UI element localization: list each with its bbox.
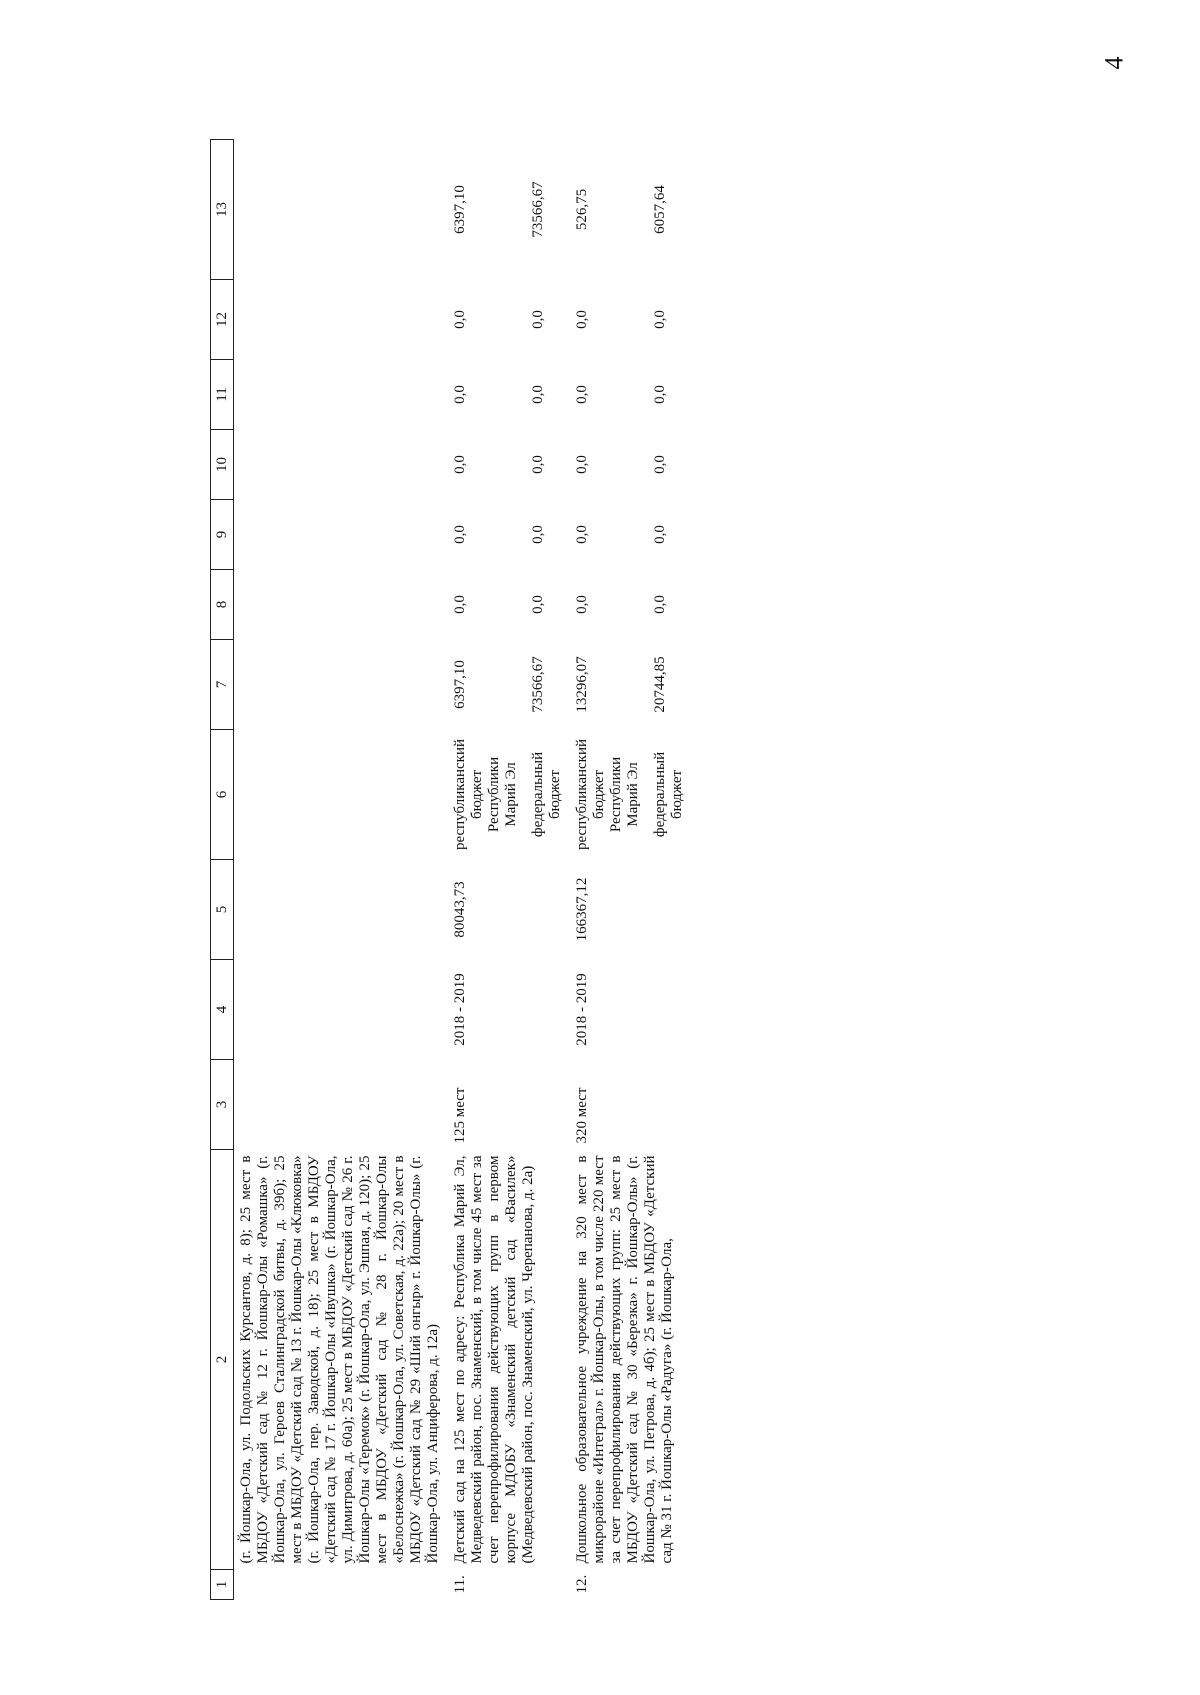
row-years: 2018 - 2019	[452, 973, 468, 1046]
row-number: 12.	[574, 1574, 590, 1594]
col-header: 2	[211, 1150, 234, 1570]
row-description: Дошкольное образовательное учреждение на 320 мест в микрорайоне «Интеграл» г. Йошкар-Олы, в том числе 220 мест за счет перепрофилирования действующих групп: 25 мест в МБДОУ «Детский сад № 30 «Березка» г. Йошкар-Олы» (г. Йошкар-Ола, ул. Петрова, д. 4б); 25 мест в МБДОУ «Детский сад № 31 г. Йошкар-Олы «Радуга» (г. Йошкар-Ола,	[574, 1155, 675, 1564]
funding-source: республиканский бюджет Республики Марий Эл	[452, 738, 519, 851]
row-description: Детский сад на 125 мест по адресу: Республика Марий Эл, Медведевский район, пос. Знаменский, в том числе 45 мест за счет перепрофилирования действующих групп в первом корпусе МДОБУ «Знаменский детский сад «Василек» (Медведевский район, пос. Знаменский, ул. Черепанова, д. 2а)	[452, 1155, 536, 1564]
col-header: 8	[211, 570, 234, 640]
rotated-table-sheet	[210, 140, 970, 1600]
page-number: 4	[1099, 56, 1129, 70]
cell-c12: 0,0	[452, 310, 468, 329]
table-row	[570, 140, 648, 1600]
cell-c13: 6397,10	[452, 185, 468, 234]
funding-source: республиканский бюджет Республики Марий Эл	[574, 738, 641, 851]
row-description: (г. Йошкар-Ола, ул. Подольских Курсантов, д. 8); 25 мест в МБДОУ «Детский сад № 12 г. Йошкар-Олы «Ромашка» (г. Йошкар-Ола, ул. Героев Сталинградской битвы, д. 39б); 25 мест в МБДОУ «Детский сад № 13 г. Йошкар-Олы «Клюковка» (г. Йошкар-Ола, пер. Заводской, д. 18); 25 мест в МБДОУ «Детский сад № 17 г. Йошкар-Олы «Ивушка» (г. Йошкар-Ола, ул. Димитрова, д. 60а); 25 мест в МБДОУ «Детский сад № 26 г. Йошкар-Олы «Теремок» (г. Йошкар-Ола, ул. Эшпая, д. 120); 25 мест в МБДОУ «Детский сад № 28 г. Йошкар-Олы «Белоснежка» (г. Йошкар-Ола, ул. Советская, д. 22а); 20 мест в МБДОУ «Детский сад № 29 «Ший онгыр» г. Йошкар-Олы» (г. Йошкар-Ола, ул. Анциферова, д. 12а)	[238, 1155, 441, 1564]
cell-c10: 0,0	[452, 455, 468, 474]
cell-c13: 526,75	[574, 188, 590, 231]
col-header: 10	[211, 430, 234, 500]
cell-c8: 0,0	[652, 595, 668, 614]
col-header: 9	[211, 500, 234, 570]
table-row	[448, 140, 526, 1600]
col-header: 5	[211, 860, 234, 960]
col-header: 6	[211, 730, 234, 860]
cell-c11: 0,0	[652, 385, 668, 404]
row-total: 80043,73	[452, 881, 468, 938]
row-capacity: 125 мест	[452, 1087, 468, 1144]
cell-c9: 0,0	[652, 525, 668, 544]
col-header: 4	[211, 960, 234, 1060]
cell-c13: 73566,67	[530, 181, 546, 238]
col-header: 3	[211, 1060, 234, 1150]
table-row	[234, 140, 449, 1600]
cell-c10: 0,0	[652, 455, 668, 474]
cell-c12: 0,0	[530, 310, 546, 329]
cell-c9: 0,0	[530, 525, 546, 544]
cell-c8: 0,0	[574, 595, 590, 614]
funding-source: федеральный бюджет	[530, 751, 563, 838]
col-header: 13	[211, 140, 234, 280]
col-header: 1	[211, 1570, 234, 1600]
funding-source: федеральный бюджет	[652, 751, 685, 838]
cell-c7: 73566,67	[530, 656, 546, 713]
col-header: 7	[211, 640, 234, 730]
column-number-row	[211, 140, 234, 1600]
cell-c9: 0,0	[452, 525, 468, 544]
cell-c12: 0,0	[574, 310, 590, 329]
col-header: 12	[211, 280, 234, 360]
row-total: 166367,12	[574, 877, 590, 942]
cell-c11: 0,0	[452, 385, 468, 404]
row-capacity: 320 мест	[574, 1087, 590, 1144]
cell-c8: 0,0	[452, 595, 468, 614]
row-number: 11.	[452, 1575, 468, 1594]
cell-c8: 0,0	[530, 595, 546, 614]
cell-c10: 0,0	[574, 455, 590, 474]
col-header: 11	[211, 360, 234, 430]
cell-c11: 0,0	[530, 385, 546, 404]
cell-c7: 20744,85	[652, 656, 668, 713]
cell-c11: 0,0	[574, 385, 590, 404]
row-number	[234, 1570, 449, 1600]
cell-c12: 0,0	[652, 310, 668, 329]
cell-c7: 6397,10	[452, 660, 468, 709]
row-years: 2018 - 2019	[574, 973, 590, 1046]
cell-c10: 0,0	[530, 455, 546, 474]
program-table	[210, 139, 692, 1600]
cell-c9: 0,0	[574, 525, 590, 544]
cell-c7: 13296,07	[574, 656, 590, 713]
cell-c13: 6057,64	[652, 185, 668, 234]
